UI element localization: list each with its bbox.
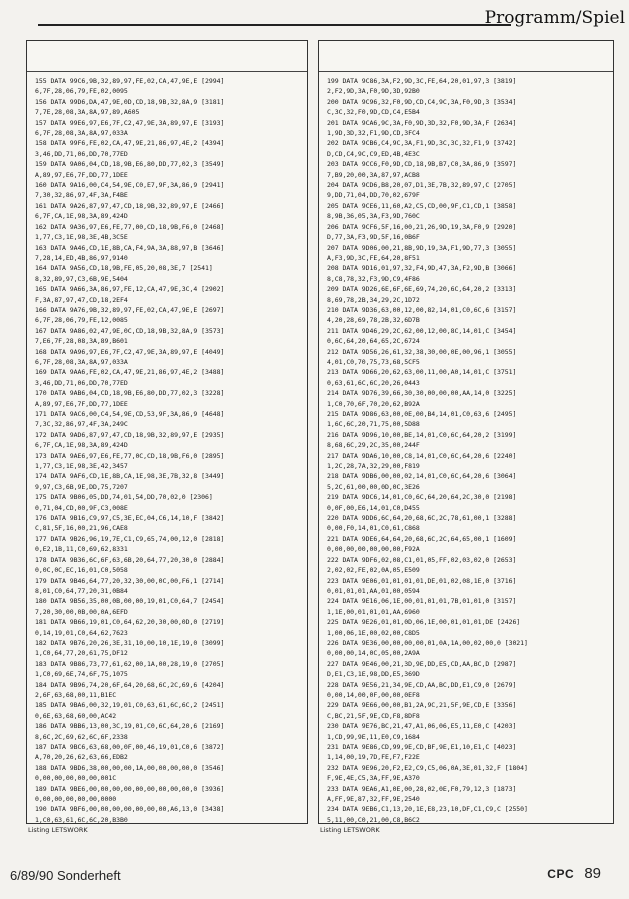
code-line: 1,00,06,1E,00,02,00,C8D5 <box>327 628 420 637</box>
code-line: 170 DATA 9AB6,04,CD,18,9B,E6,80,DD,77,02,3 [3228] <box>35 389 225 398</box>
code-line: 176 DATA 9B16,C9,97,C5,3E,EC,04,C6,14,10,F [3842] <box>35 514 225 523</box>
code-line: 2,F2,9D,3A,F0,9D,3D,92B0 <box>327 87 420 96</box>
code-line: 9,97,C3,6B,9E,DD,75,7207 <box>35 482 128 491</box>
listing-column-right <box>318 40 614 824</box>
code-line: 1,2C,28,7A,32,29,00,F819 <box>327 462 420 471</box>
code-line: 6,7F,28,06,79,FE,12,0085 <box>35 316 128 325</box>
section-title: Programm/Spiel <box>484 8 625 28</box>
code-line: 232 DATA 9E96,20,F2,E2,C9,C5,06,0A,3E,01,32,F [1804] <box>327 763 528 772</box>
code-line: 6,7F,CA,1E,98,3A,89,424D <box>35 212 128 221</box>
code-line: 201 DATA 9CA6,9C,3A,F0,9D,3D,32,F0,9D,3A,F [2634] <box>327 118 517 127</box>
code-line: 158 DATA 99F6,FE,02,CA,47,9E,21,86,97,4E,2 [4394] <box>35 139 225 148</box>
code-line: 175 DATA 9B06,05,DD,74,01,54,DD,70,02,0 [2306] <box>35 493 213 502</box>
code-line: 227 DATA 9E46,00,21,3D,9E,DD,E5,CD,AA,BC,D [2987] <box>327 659 517 668</box>
code-line: 190 DATA 9BF6,00,00,00,00,00,00,00,A6,13,0 [3438] <box>35 805 225 814</box>
code-line: 219 DATA 9DC6,14,01,C0,6C,64,20,64,2C,30,0 [2198] <box>327 493 517 502</box>
code-line: 210 DATA 9D36,63,00,12,00,82,14,01,C0,6C,6 [3157] <box>327 305 517 314</box>
code-line: 164 DATA 9A56,CD,18,9B,FE,05,20,08,3E,7 [2541] <box>35 264 213 273</box>
code-line: 159 DATA 9A06,04,CD,18,9B,E6,80,DD,77,02,3 [3549] <box>35 160 225 169</box>
code-line: 7,B9,20,00,3A,87,97,ACB8 <box>327 170 420 179</box>
code-line: 221 DATA 9DE6,64,64,20,68,6C,2C,64,65,00,1 [1609] <box>327 534 517 543</box>
code-line: 0,00,14,00,0F,00,00,0EF8 <box>327 690 420 699</box>
code-line: 0,00,00,00,00,00,001C <box>35 774 117 783</box>
code-line: 0,00,00,00,00,00,0000 <box>35 795 117 804</box>
code-line: 3,46,DD,71,06,DD,70,77ED <box>35 378 128 387</box>
code-listing-left <box>27 72 307 824</box>
code-line: 169 DATA 9AA6,FE,02,CA,47,9E,21,86,97,4E,2 [3488] <box>35 368 225 377</box>
code-line: 189 DATA 9BE6,00,00,00,00,00,00,00,00,00,0 [3936] <box>35 784 225 793</box>
code-line: 207 DATA 9D06,00,21,8B,9D,19,3A,F1,9D,77,3 [3055] <box>327 243 517 252</box>
code-line: A,70,20,26,62,63,66,EDB2 <box>35 753 128 762</box>
code-line: 209 DATA 9D26,6E,6F,6E,69,74,20,6C,64,20,2 [3313] <box>327 285 517 294</box>
code-line: 167 DATA 9A86,02,47,9E,0C,CD,18,9B,32,8A,9 [3573] <box>35 326 225 335</box>
code-line: 8,32,89,97,C3,6B,9E,5404 <box>35 274 128 283</box>
code-line: A,89,97,E6,7F,DD,77,1DEE <box>35 399 128 408</box>
code-line: 182 DATA 9B76,20,26,3E,31,10,00,10,1E,19,0 [3099] <box>35 638 225 647</box>
code-line: 7,30,32,86,97,4F,3A,F4BE <box>35 191 128 200</box>
code-line: 205 DATA 9CE6,11,60,A2,C5,CD,00,9F,C1,CD,1 [3858] <box>327 201 517 210</box>
code-line: 0,0F,00,E6,14,01,C0,D455 <box>327 503 420 512</box>
code-line: 171 DATA 9AC6,00,C4,54,9E,CD,53,9F,3A,86,9 [4648] <box>35 410 225 418</box>
code-line: 165 DATA 9A66,3A,86,97,FE,12,CA,47,9E,3C,4 [2902] <box>35 285 225 294</box>
header-rule <box>38 24 511 26</box>
code-line: 0,E2,1B,11,C0,69,62,8331 <box>35 545 128 554</box>
code-line: D,77,3A,F3,9D,5F,16,0B6F <box>327 233 420 242</box>
page-header <box>0 0 629 40</box>
code-line: 206 DATA 9CF6,5F,16,00,21,26,9D,19,3A,F0,9 [2920] <box>327 222 517 231</box>
code-line: F,3A,87,97,47,CD,18,2EF4 <box>35 295 128 304</box>
code-line: 0,00,F0,14,01,C0,61,C868 <box>327 524 420 533</box>
code-line: 216 DATA 9D96,10,00,BE,14,01,C0,6C,64,20,2 [3199] <box>327 430 517 439</box>
code-line: 1,6C,6C,20,71,75,00,5D88 <box>327 420 420 429</box>
code-line: 1,77,C3,1E,98,3E,42,3457 <box>35 462 128 471</box>
code-line: 188 DATA 9BD6,38,00,00,00,1A,00,00,00,00,0 [3546] <box>35 763 225 772</box>
code-line: D,E1,C3,1E,98,DD,E5,369D <box>327 670 420 679</box>
code-line: 220 DATA 9DD6,6C,64,20,68,6C,2C,78,61,00,1 [3288] <box>327 514 517 523</box>
code-line: 6,7F,28,08,3A,8A,97,033A <box>35 129 128 138</box>
code-line: 179 DATA 9B46,64,77,20,32,30,00,0C,00,F6,1 [2714] <box>35 576 225 585</box>
code-line: 1,C0,64,77,20,61,75,DF12 <box>35 649 128 658</box>
code-line: 0,6E,63,68,60,00,AC42 <box>35 711 117 720</box>
code-line: 177 DATA 9B26,96,19,7E,C1,C9,65,74,00,12,0 [2818] <box>35 534 225 543</box>
code-line: 211 DATA 9D46,29,2C,62,00,12,00,8C,14,01,C [3454] <box>327 326 517 335</box>
code-line: 5,11,00,C0,21,00,C8,B6C2 <box>327 815 420 824</box>
code-line: 186 DATA 9BB6,13,00,3C,19,01,C0,6C,64,20,6 [2169] <box>35 722 225 731</box>
code-line: 204 DATA 9CD6,B8,20,07,D1,3E,7B,32,89,97,C [2705] <box>327 181 517 190</box>
code-line: 8,C8,78,32,F3,9D,C9,4F86 <box>327 274 420 283</box>
code-line: 7,20,30,00,0B,00,0A,6EFD <box>35 607 128 616</box>
code-line: 0,0C,0C,EC,16,01,C0,5058 <box>35 566 128 575</box>
code-line: 215 DATA 9D86,63,00,0E,00,B4,14,01,C0,63,6 [2495] <box>327 410 517 418</box>
code-line: 225 DATA 9E26,01,01,0D,06,1E,00,01,01,01,DE [2426] <box>327 618 521 627</box>
column-top-border <box>27 41 307 72</box>
code-line: 5,2C,61,00,00,0D,0C,3E26 <box>327 482 420 491</box>
code-line: 0,14,19,01,C0,64,62,7623 <box>35 628 128 637</box>
issue-label: 6/89/90 Sonderheft <box>10 868 121 883</box>
code-line: 184 DATA 9B96,74,20,6F,64,20,68,6C,2C,69,6 [4204] <box>35 680 225 689</box>
code-line: 161 DATA 9A26,87,97,47,CD,18,9B,32,89,97,E [2466] <box>35 201 225 210</box>
code-line: 185 DATA 9BA6,00,32,19,01,C0,63,61,6C,6C,2 [2451] <box>35 701 225 710</box>
code-line: 160 DATA 9A16,00,C4,54,9E,C0,E7,9F,3A,86,9 [2941] <box>35 181 225 190</box>
code-line: 208 DATA 9D16,01,97,32,F4,9D,47,3A,F2,9D,B [3066] <box>327 264 517 273</box>
code-line: 214 DATA 9D76,39,66,30,30,00,00,00,AA,14,0 [3225] <box>327 389 517 398</box>
code-line: 228 DATA 9E56,21,34,9E,CD,AA,BC,DD,E1,C9,0 [2679] <box>327 680 517 689</box>
code-line: 0,01,01,01,AA,01,00,0594 <box>327 586 420 595</box>
code-line: 7,28,14,ED,4B,86,97,9140 <box>35 253 128 262</box>
code-line: 217 DATA 9DA6,10,00,C8,14,01,C0,6C,64,20,6 [2240] <box>327 451 517 460</box>
page-number: 89 <box>584 865 601 882</box>
code-line: 181 DATA 9B66,19,01,C0,64,62,20,30,00,0D,0 [2719] <box>35 618 225 627</box>
code-line: 213 DATA 9D66,20,62,63,00,11,00,A0,14,01,C [3751] <box>327 368 517 377</box>
code-line: 187 DATA 9BC6,63,68,00,0F,00,46,19,01,C0,6 [3872] <box>35 743 225 751</box>
code-line: 0,00,00,14,0C,05,00,2A9A <box>327 649 420 658</box>
code-line: 1,C0,69,6E,74,6F,75,1075 <box>35 670 128 679</box>
listing-caption-right: Listing LETSWORK <box>320 826 380 834</box>
code-line: 8,69,78,2B,34,29,2C,1D72 <box>327 295 420 304</box>
code-line: C,81,5F,16,00,21,96,CAE8 <box>35 524 128 533</box>
code-line: 200 DATA 9C96,32,F0,9D,CD,C4,9C,3A,F0,9D,3 [3534] <box>327 97 517 106</box>
code-line: 174 DATA 9AF6,CD,1E,8B,CA,1E,98,3E,7B,32,8 [3449] <box>35 472 225 481</box>
code-line: 1,CD,99,9E,11,E0,C9,1684 <box>327 732 420 741</box>
code-line: 0,71,04,CD,00,9F,C3,008E <box>35 503 128 512</box>
code-line: 173 DATA 9AE6,97,E6,FE,77,0C,CD,18,9B,F6,0 [2895] <box>35 451 225 460</box>
code-line: 4,20,28,69,78,2B,32,6D7B <box>327 316 420 325</box>
code-line: 229 DATA 9E66,00,00,B1,2A,9C,21,5F,9E,CD,E [3356] <box>327 701 517 710</box>
code-line: 234 DATA 9EB6,C1,13,20,1E,E8,23,10,DF,C1,C9,C [2550] <box>327 805 528 814</box>
code-line: 168 DATA 9A96,97,E6,7F,C2,47,9E,3A,89,97,E [4049] <box>35 347 225 356</box>
code-line: 0,63,61,6C,6C,20,26,0443 <box>327 378 420 387</box>
page-footer <box>547 865 601 882</box>
code-line: 218 DATA 9DB6,00,00,02,14,01,C0,6C,64,20,6 [3064] <box>327 472 517 481</box>
code-line: 8,01,C0,64,77,20,31,0B84 <box>35 586 128 595</box>
listing-caption-left: Listing LETSWORK <box>28 826 88 834</box>
code-line: 9,DD,71,04,DD,70,02,679F <box>327 191 420 200</box>
code-line: 166 DATA 9A76,9B,32,89,97,FE,02,CA,47,9E,E [2697] <box>35 305 225 314</box>
code-line: 2,02,02,FE,02,0A,05,E509 <box>327 566 420 575</box>
code-line: 1,1E,00,01,01,01,AA,6960 <box>327 607 420 616</box>
code-line: 233 DATA 9EA6,A1,0E,00,28,02,0E,F0,79,12,3 [1873] <box>327 784 517 793</box>
code-line: 202 DATA 9CB6,C4,9C,3A,F1,9D,3C,3C,32,F1,9 [3742] <box>327 139 517 148</box>
code-line: C,3C,32,F0,9D,CD,C4,E5B4 <box>327 108 420 117</box>
code-line: 3,46,DD,71,06,DD,70,77ED <box>35 149 128 158</box>
code-line: 212 DATA 9D56,26,61,32,38,30,00,0E,00,96,1 [3055] <box>327 347 517 356</box>
code-line: 223 DATA 9E06,01,01,01,01,DE,01,02,08,1E,0 [3716] <box>327 576 517 585</box>
code-line: 203 DATA 9CC6,F0,9D,CD,18,9B,B7,C0,3A,86,9 [3597] <box>327 160 517 169</box>
magazine-logo: CPC <box>547 867 575 881</box>
code-line: 155 DATA 99C6,9B,32,89,97,FE,02,CA,47,9E,E [2994] <box>35 77 225 85</box>
code-line: A,89,97,E6,7F,DD,77,1DEE <box>35 170 128 179</box>
code-line: 2,6F,63,68,00,11,B1EC <box>35 690 117 699</box>
code-line: 1,14,00,19,7D,FE,F7,F22E <box>327 753 420 762</box>
code-line: 224 DATA 9E16,06,1E,00,01,01,01,7B,01,01,0 [3157] <box>327 597 517 606</box>
code-line: 6,7F,28,06,79,FE,02,0095 <box>35 87 128 96</box>
code-line: 7,E6,7F,28,08,3A,89,B601 <box>35 337 128 346</box>
column-top-border <box>319 41 613 72</box>
code-line: 230 DATA 9E76,BC,21,47,A1,06,06,E5,11,E0,C [4203] <box>327 722 517 731</box>
code-line: 162 DATA 9A36,97,E6,FE,77,00,CD,18,9B,F6,0 [2468] <box>35 222 225 231</box>
code-line: 0,00,00,00,00,00,00,F92A <box>327 545 420 554</box>
code-line: 4,01,C0,70,75,73,68,5CF5 <box>327 357 420 366</box>
code-line: 0,6C,64,20,64,65,2C,6724 <box>327 337 420 346</box>
code-line: A,FF,9E,87,32,FF,9E,2540 <box>327 795 420 804</box>
code-listing-right <box>319 72 613 824</box>
code-line: 1,C0,70,6F,70,20,62,B92A <box>327 399 420 408</box>
code-line: D,CD,C4,9C,C9,ED,4B,4E3C <box>327 149 420 158</box>
code-line: C,BC,21,5F,9E,CD,F8,8DF8 <box>327 711 420 720</box>
code-line: 199 DATA 9C86,3A,F2,9D,3C,FE,64,20,01,97,3 [3819] <box>327 77 517 85</box>
code-line: 8,6C,2C,69,62,6C,6F,2338 <box>35 732 128 741</box>
code-line: F,9E,4E,C5,3A,FF,9E,A370 <box>327 774 420 783</box>
code-line: 8,68,6C,29,2C,35,00,244F <box>327 441 420 450</box>
code-line: 172 DATA 9AD6,87,97,47,CD,18,9B,32,89,97,E [2935] <box>35 430 225 439</box>
code-line: 183 DATA 9B86,73,77,61,62,00,1A,00,28,19,0 [2705] <box>35 659 225 668</box>
code-line: 180 DATA 9B56,35,00,0B,00,00,19,01,C0,64,7 [2454] <box>35 597 225 606</box>
code-line: 156 DATA 99D6,DA,47,9E,0D,CD,18,9B,32,8A,9 [3181] <box>35 97 225 106</box>
code-line: 157 DATA 99E6,97,E6,7F,C2,47,9E,3A,89,97,E [3193] <box>35 118 225 127</box>
listing-column-left <box>26 40 308 824</box>
code-line: 226 DATA 9E36,00,00,00,00,01,0A,1A,00,02,00,0 [3021] <box>327 638 528 647</box>
code-line: 163 DATA 9A46,CD,1E,8B,CA,F4,9A,3A,88,97,B [3646] <box>35 243 225 252</box>
code-line: 222 DATA 9DF6,02,08,C1,01,05,FF,02,03,02,0 [2653] <box>327 555 517 564</box>
code-line: 178 DATA 9B36,6C,6F,63,6B,20,64,77,20,30,0 [2884] <box>35 555 225 564</box>
code-line: 1,77,C3,1E,98,3E,4B,3C5E <box>35 233 128 242</box>
code-line: 7,3C,32,86,97,4F,3A,249C <box>35 420 128 429</box>
code-line: 1,9D,3D,32,F1,9D,CD,3FC4 <box>327 129 420 138</box>
code-line: 6,7F,28,08,3A,8A,97,033A <box>35 357 128 366</box>
code-line: 1,C0,63,61,6C,6C,20,B3B0 <box>35 815 128 824</box>
code-line: A,F3,9D,3C,FE,64,20,8F51 <box>327 253 420 262</box>
code-line: 8,9B,36,05,3A,F3,9D,760C <box>327 212 420 221</box>
code-line: 7,7E,28,08,3A,8A,97,89,A605 <box>35 108 140 117</box>
code-line: 231 DATA 9E86,CD,99,9E,CD,BF,9E,E1,10,E1,C [4023] <box>327 743 517 751</box>
code-line: 6,7F,CA,1E,98,3A,89,424D <box>35 441 128 450</box>
